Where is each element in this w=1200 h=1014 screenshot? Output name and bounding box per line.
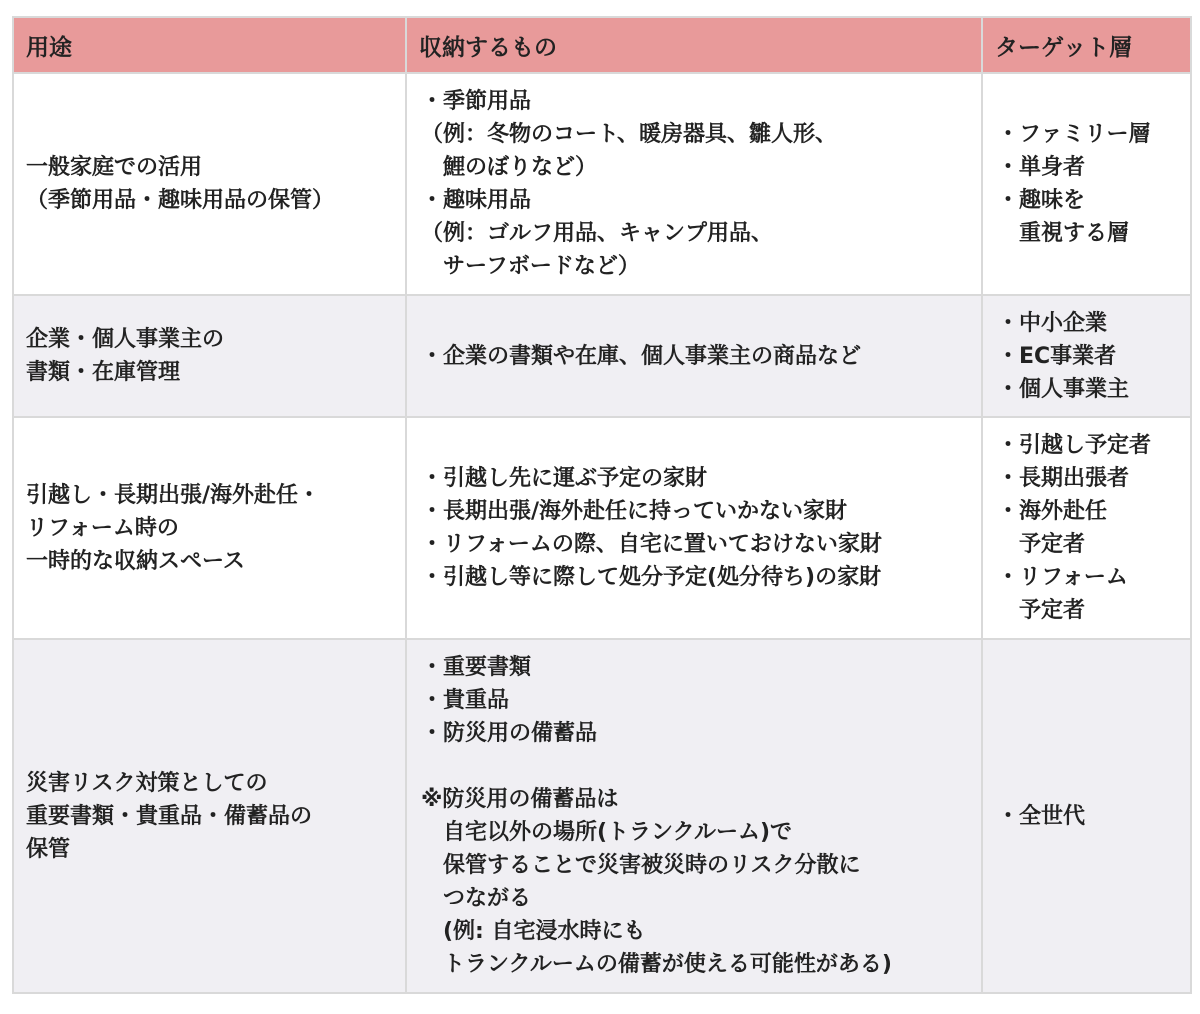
target-text: ・リフォーム: [997, 565, 1128, 590]
item-text: （例：冬物のコート、暖房器具、雛人形、: [421, 122, 838, 147]
target-cell: [982, 417, 1191, 639]
item-text: サーフボードなど）: [421, 254, 640, 279]
table-row: [13, 639, 1191, 993]
list-item: [421, 684, 981, 717]
target-text: ・ファミリー層: [997, 122, 1151, 147]
note-text: ※防災用の備蓄品は: [421, 787, 619, 812]
note-text: 自宅以外の場所(トランクルーム)で: [421, 820, 793, 845]
list-item: [421, 462, 981, 495]
target-cell: [982, 295, 1191, 417]
target-text: 予定者: [997, 532, 1086, 557]
list-item: [421, 561, 981, 594]
item-text: ・リフォームの際、自宅に置いておけない家財: [421, 532, 882, 557]
item-text: ・趣味用品: [421, 188, 532, 213]
list-item: [421, 651, 981, 684]
item-text: ・防災用の備蓄品: [421, 721, 598, 746]
storage-usage-table: [12, 16, 1192, 994]
usage-text: 重要書類・貴重品・備蓄品の: [26, 803, 313, 829]
target-item: [997, 184, 1190, 250]
items-cell: [406, 73, 982, 295]
usage-text: （季節用品・趣味用品の保管）: [26, 188, 335, 213]
target-text: ・趣味を: [997, 188, 1086, 213]
target-text: ・個人事業主: [997, 376, 1130, 402]
target-text: 重視する層: [997, 221, 1130, 246]
usage-text: リフォーム時の: [26, 515, 179, 541]
usage-text: 一時的な収納スペース: [26, 548, 245, 574]
list-item: [421, 528, 981, 561]
item-text: ・貴重品: [421, 688, 510, 713]
usage-cell: [13, 73, 406, 295]
list-item: [421, 85, 981, 184]
target-item: [997, 373, 1190, 406]
usage-text: 保管: [26, 836, 71, 862]
item-text: ・引越し等に際して処分予定(処分待ち)の家財: [421, 565, 882, 590]
target-text: ・EC事業者: [997, 343, 1117, 369]
item-text: ・企業の書類や在庫、個人事業主の商品など: [421, 343, 862, 369]
items-cell: [406, 639, 982, 993]
items-cell: [406, 295, 982, 417]
usage-cell: [13, 295, 406, 417]
target-text: ・引越し予定者: [997, 433, 1152, 458]
note-text: (例: 自宅浸水時にも: [421, 919, 646, 944]
item-text: ・重要書類: [421, 655, 532, 680]
target-item: [997, 800, 1190, 833]
target-item: [997, 118, 1190, 151]
usage-cell: [13, 639, 406, 993]
list-item: [421, 717, 981, 750]
usage-text: 引越し・長期出張/海外赴任・: [26, 482, 321, 508]
item-text: ・季節用品: [421, 89, 532, 114]
target-item: [997, 151, 1190, 184]
item-text: （例：ゴルフ用品、キャンプ用品、: [421, 221, 774, 246]
target-item: [997, 462, 1190, 495]
table-row: [13, 417, 1191, 639]
item-text: ・長期出張/海外赴任に持っていかない家財: [421, 499, 848, 524]
target-text: ・海外赴任: [997, 499, 1108, 524]
target-cell: [982, 639, 1191, 993]
item-text: 鯉のぼりなど）: [421, 155, 598, 180]
target-text: 予定者: [997, 598, 1086, 623]
items-cell: [406, 417, 982, 639]
target-text: ・全世代: [997, 803, 1086, 829]
table-row: [13, 295, 1191, 417]
table-row: [13, 73, 1191, 295]
list-item: [421, 495, 981, 528]
table-header-row: [13, 17, 1191, 73]
usage-text: 災害リスク対策としての: [26, 770, 268, 796]
target-item: [997, 561, 1190, 627]
usage-cell: [13, 417, 406, 639]
list-item: [421, 184, 981, 283]
usage-text: 一般家庭での活用: [26, 155, 203, 180]
target-text: ・中小企業: [997, 310, 1108, 336]
note-text: 保管することで災害被災時のリスク分散に: [421, 853, 861, 878]
item-text: ・引越し先に運ぶ予定の家財: [421, 466, 708, 491]
target-item: [997, 495, 1190, 561]
header-usage: 用途: [13, 17, 406, 73]
target-item: [997, 340, 1190, 373]
target-item: [997, 429, 1190, 462]
list-item: [421, 340, 981, 373]
target-item: [997, 307, 1190, 340]
target-cell: [982, 73, 1191, 295]
header-items: 収納するもの: [406, 17, 982, 73]
usage-text: 書類・在庫管理: [26, 360, 181, 385]
note-text: トランクルームの備蓄が使える可能性がある): [421, 952, 892, 977]
disaster-note: [421, 783, 981, 981]
header-target: ターゲット層: [982, 17, 1191, 73]
note-text: つながる: [421, 886, 532, 911]
usage-text: 企業・個人事業主の: [26, 327, 225, 352]
target-text: ・長期出張者: [997, 466, 1130, 491]
target-text: ・単身者: [997, 155, 1086, 180]
